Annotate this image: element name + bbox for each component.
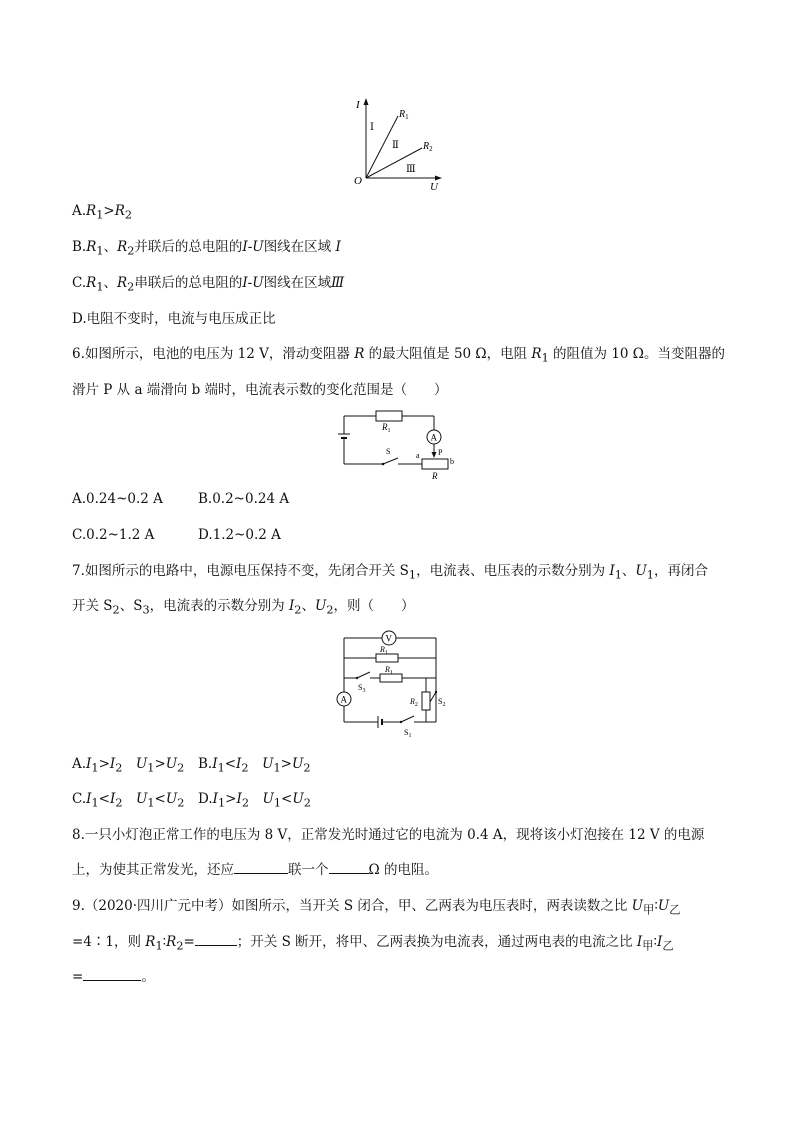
r1-sub: 1 [405,113,409,121]
axis-u-label: U [430,181,438,192]
svg-text:P: P [438,448,443,457]
q8-stem-line2: 上，为使其正常发光，还应 联一个 Ω 的电阻。 [72,862,438,878]
q7-option-b: $B.I_1<I_2$ $U_1>U_2$ [198,756,311,775]
switch-s1 [401,716,414,722]
origin-label: O [354,175,362,187]
svg-text:R1 [398,109,409,121]
q8-blank-connection[interactable] [234,861,288,874]
q9-stem-line2: =4∶1，则 $R_1∶R_2=$ ；开关 S 断开，将甲、乙两表换为电流表，通过两电表的电流之比 $I_甲∶I_乙$ [72,934,674,953]
q7-stem-line1: 7.如图所示的电路中，电源电压保持不变，先闭合开关 $S_1$，电流表、电压表的示数分别为 $I_1$、$U_1$，再闭合 [72,563,708,582]
svg-text:R1: $R_1$ [382,422,391,434]
svg-text:R1: $R_1$ [380,645,388,656]
q9-blank-current-ratio[interactable] [83,968,141,981]
resistor-r2 [422,692,430,710]
q7-option-a: $A.I_1>I_2$ $U_1>U_2$ [72,756,185,775]
q7-circuit [334,628,446,740]
q8-blank-resistance[interactable] [329,861,369,874]
q7-stem-line2: 开关 $S_2$、$S_3$，电流表的示数分别为 $I_2$、$U_2$，则（ ） [72,598,415,617]
r2-label: R [423,141,430,152]
r2-sub: 2 [429,145,433,153]
q9-stem-line1: 9.（2020·四川广元中考）如图所示，当开关 S 闭合，甲、乙两表为电压表时，两表读数之比 $U_甲∶U_乙$ [72,898,681,917]
q6-stem-line1: 6.如图所示，电池的电压为 12 V，滑动变阻器 R 的最大阻值是 50 Ω，电阻 $R_1$ 的阻值为 10 Ω。当变阻器的 [72,346,725,365]
q5-option-d: D.电阻不变时，电流与电压成正比 [72,311,276,327]
q6-circuit [336,406,476,482]
q6-stem-line2: 滑片 P 从 a 端滑向 b 端时，电流表示数的变化范围是（ ） [72,382,448,398]
q7-option-c: $C.I_1<I_2$ $U_1<U_2$ [72,791,185,810]
q6-option-b: B.0.2~0.24 A [198,491,290,507]
svg-text:S: S [386,447,391,456]
q5-option-b: $B.R_1$、$R_2$并联后的总电阻的I-U图线在区域 I [72,239,341,258]
switch-s [383,458,398,464]
svg-text:R: R [432,471,438,481]
q6-option-d: D.1.2~0.2 A [198,527,281,543]
svg-text:A: A [430,432,437,443]
svg-text:V: V [385,633,392,644]
svg-text:R2 [422,141,433,153]
axis-i-label: I [356,99,360,111]
svg-text:b: b [450,457,454,466]
q8-stem-line1: 8.一只小灯泡正常工作的电压为 8 V，正常发光时通过它的电流为 0.4 A，现将该小灯泡接在 12 V 的电源 [72,827,705,843]
resistor-r1 [376,411,402,421]
region-1-label: Ⅰ [370,122,374,133]
q9-blank-resistance-ratio[interactable] [195,933,237,946]
svg-text:S3: $S_3$ [358,683,366,694]
region-2-label: Ⅱ [392,140,399,151]
region-3-label: Ⅲ [406,164,416,175]
q6-option-c: C.0.2~1.2 A [72,527,155,543]
svg-text:S2: $S_2$ [438,697,446,708]
iu-graph [350,96,450,192]
svg-text:R2: $R_2$ [410,697,418,708]
q6-option-a: A.0.24~0.2 A [72,491,163,507]
svg-text:a: a [416,451,420,460]
svg-text:S1: $S_1$ [404,728,412,739]
rheostat-r [422,459,448,469]
svg-text:A: A [340,694,347,705]
switch-s3 [357,672,370,678]
q5-option-c: $C.R_1$、$R_2$串联后的总电阻的I-U图线在区域Ⅲ [72,275,345,294]
switch-s2 [430,692,436,702]
r1-label: R [399,109,406,120]
q5-option-a: $A.R_1>R_2$ [72,203,133,222]
q9-stem-line3: = 。 [72,969,155,985]
q7-option-d: $D.I_1>I_2$ $U_1<U_2$ [198,791,311,810]
svg-text:R1: $R_1$ [385,665,393,676]
